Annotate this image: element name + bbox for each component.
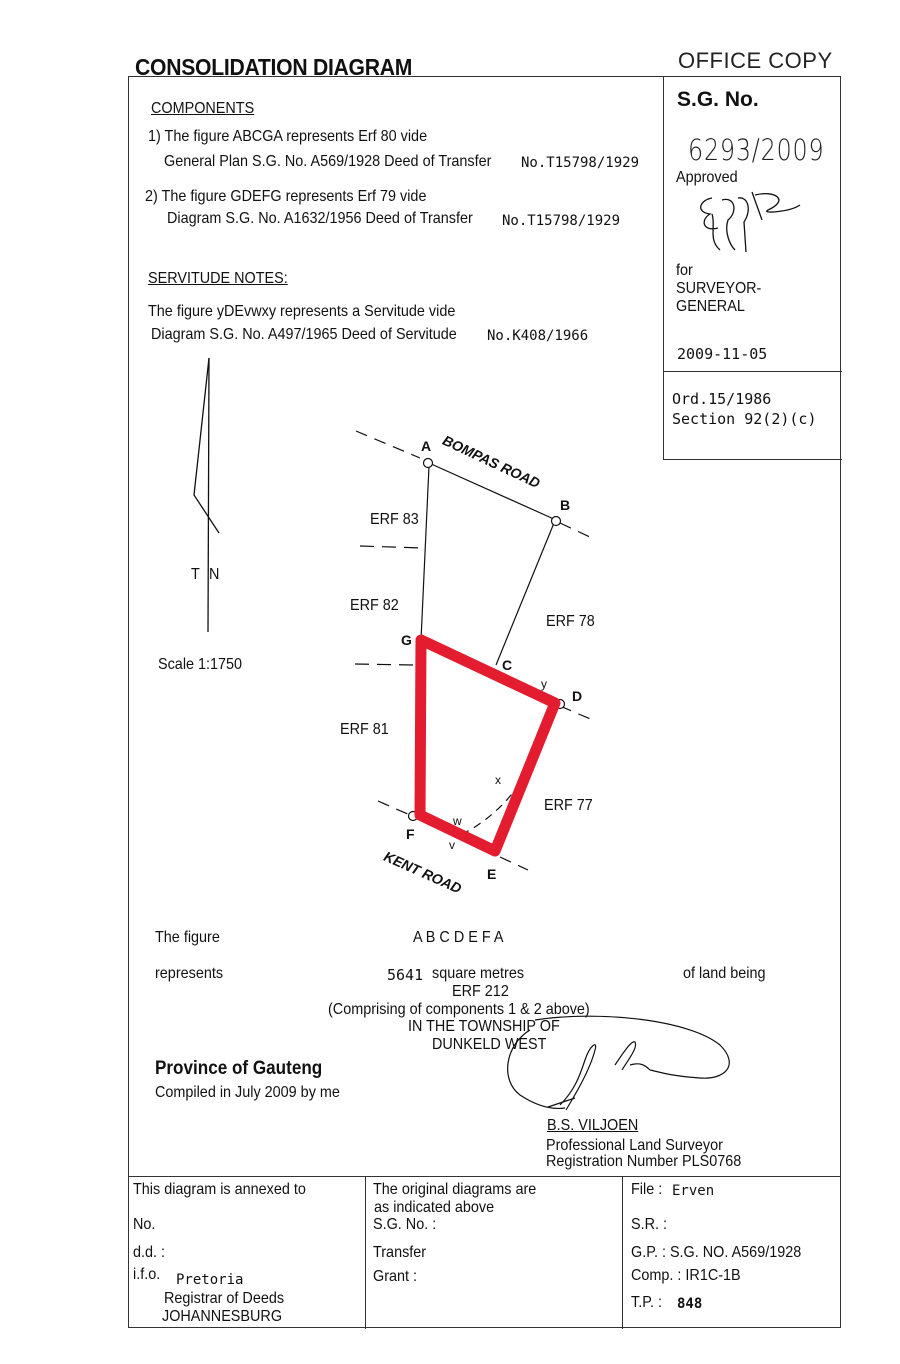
sg-number: 6293/2009	[688, 133, 825, 167]
point-c-label: C	[502, 657, 513, 673]
erf-77-label: ERF 77	[544, 797, 593, 814]
for-label: for	[676, 262, 693, 279]
section: Section 92(2)(c)	[672, 410, 817, 428]
component-2-deed-no: No.T15798/1929	[502, 213, 621, 229]
tp-label: T.P. :	[631, 1294, 662, 1311]
registrar-label: Registrar of Deeds	[164, 1290, 285, 1307]
north-n-label: N	[209, 566, 220, 583]
component-1-line1: 1) The figure ABCGA represents Erf 80 vide	[148, 128, 428, 145]
original-diagrams-line1: The original diagrams are	[373, 1181, 537, 1198]
ordinance: Ord.15/1986	[672, 390, 772, 408]
footer-divider-2	[622, 1176, 623, 1329]
point-x-label: x	[495, 773, 501, 787]
servitude-heading: SERVITUDE NOTES:	[148, 270, 288, 287]
erf-number: ERF 212	[452, 983, 509, 1000]
kent-road-label: KENT ROAD	[381, 848, 465, 897]
transfer-label: Transfer	[373, 1244, 427, 1261]
servitude-deed-no: No.K408/1966	[487, 328, 589, 344]
north-arrow-icon	[194, 358, 219, 632]
servitude-line2: Diagram S.G. No. A497/1965 Deed of Servitude	[151, 326, 457, 343]
point-e-label: E	[487, 866, 497, 882]
component-2-line1: 2) The figure GDEFG represents Erf 79 vide	[145, 188, 427, 205]
file-value: Erven	[672, 1183, 715, 1199]
compiled-text: Compiled in July 2009 by me	[155, 1084, 340, 1101]
registrar-city: JOHANNESBURG	[162, 1308, 283, 1325]
of-land-being-label: of land being	[683, 965, 766, 982]
ifo-value: Pretoria	[176, 1272, 244, 1288]
office-copy-stamp: OFFICE COPY	[678, 48, 833, 73]
surveyor-title: Professional Land Surveyor	[546, 1137, 723, 1154]
erf-212-boundary	[420, 640, 555, 851]
annexed-label: This diagram is annexed to	[133, 1181, 306, 1198]
grant-label: Grant :	[373, 1268, 418, 1285]
surveyor-registration: Registration Number PLS0768	[546, 1153, 742, 1170]
components-heading: COMPONENTS	[151, 100, 255, 117]
component-1-line2: General Plan S.G. No. A569/1928 Deed of Transfer	[164, 153, 492, 170]
surveyor-name: B.S. VILJOEN	[547, 1117, 639, 1134]
comp-label: Comp. : IR1C-1B	[631, 1267, 741, 1284]
erf-81-label: ERF 81	[340, 721, 389, 738]
footer-divider-1	[365, 1176, 366, 1329]
approval-date: 2009-11-05	[677, 345, 768, 363]
point-b-label: B	[560, 497, 571, 513]
area-unit: square metres	[432, 965, 525, 982]
township-prefix: IN THE TOWNSHIP OF	[408, 1018, 560, 1035]
point-v-label: v	[449, 838, 455, 852]
erf-78-label: ERF 78	[546, 613, 595, 630]
document-title: CONSOLIDATION DIAGRAM	[135, 54, 413, 80]
point-w-label: w	[453, 814, 462, 828]
scale-label: Scale 1:1750	[158, 656, 243, 673]
province: Province of Gauteng	[155, 1058, 323, 1079]
point-y-label: y	[541, 677, 547, 691]
area-value: 5641	[387, 966, 424, 984]
component-1-deed-no: No.T15798/1929	[521, 155, 640, 171]
annexed-dd-label: d.d. :	[133, 1244, 166, 1261]
tp-value: 848	[677, 1296, 703, 1312]
ifo-label: i.f.o.	[133, 1266, 161, 1283]
annexed-no-label: No.	[133, 1216, 156, 1233]
file-label: File :	[631, 1181, 663, 1198]
approved-label: Approved	[676, 169, 738, 186]
surveyor-general-line1: SURVEYOR-	[676, 280, 762, 297]
point-f-label: F	[406, 826, 415, 842]
comprising-text: (Comprising of components 1 & 2 above)	[328, 1001, 590, 1018]
point-a-label: A	[421, 438, 432, 454]
represents-label: represents	[155, 965, 224, 982]
erf-82-label: ERF 82	[350, 597, 399, 614]
sr-label: S.R. :	[631, 1216, 668, 1233]
point-d-label: D	[572, 688, 583, 704]
north-t-label: T	[191, 566, 200, 583]
component-2-line2: Diagram S.G. No. A1632/1956 Deed of Transfer	[167, 210, 473, 227]
township-name: DUNKELD WEST	[432, 1036, 547, 1053]
the-figure-label: The figure	[155, 929, 220, 946]
original-sg-no-label: S.G. No. :	[373, 1216, 437, 1233]
figure-letters: A B C D E F A	[413, 929, 504, 946]
servitude-line1: The figure yDEvwxy represents a Servitude vide	[148, 303, 456, 320]
gp-label: G.P. : S.G. NO. A569/1928	[631, 1244, 802, 1261]
erf-83-label: ERF 83	[370, 511, 419, 528]
bompas-road-label: BOMPAS ROAD	[440, 432, 543, 492]
original-diagrams-line2: as indicated above	[374, 1199, 495, 1216]
sg-label: S.G. No.	[677, 88, 759, 111]
point-g-label: G	[401, 632, 412, 648]
surveyor-general-line2: GENERAL	[676, 298, 745, 315]
